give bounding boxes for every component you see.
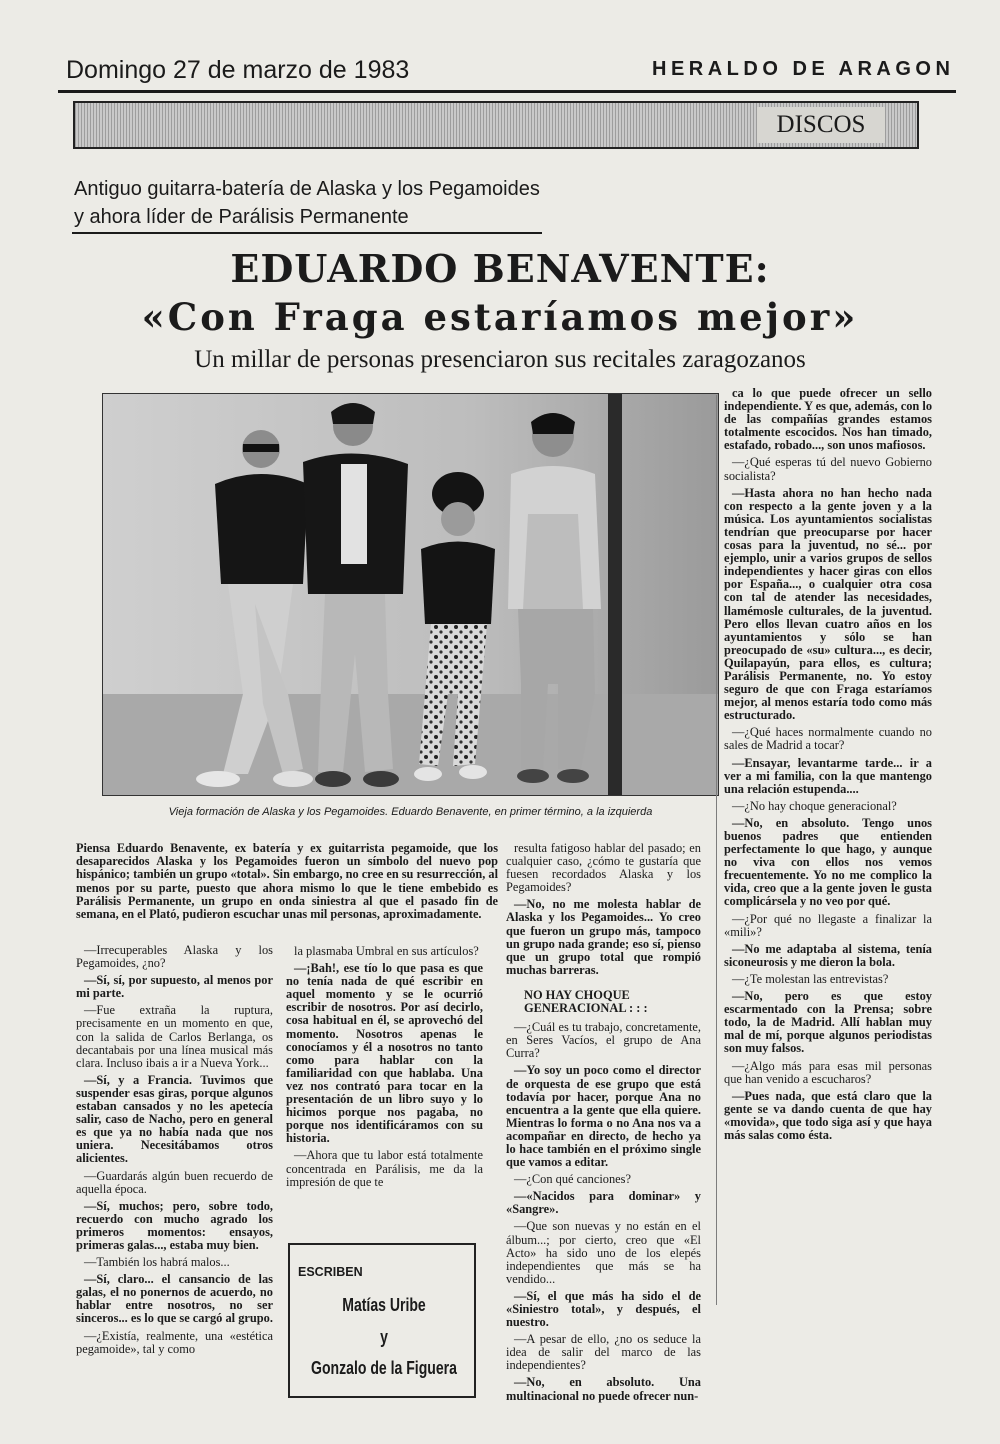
paragraph: —Fue extraña la ruptura, precisamente en un momento en que, con la salida de Carlos Berlanga, os decantabais por una línea musical más clara. Incluso ibais a ir a Nueva York... (76, 1003, 273, 1070)
author-2: Gonzalo de la Figuera (311, 1358, 457, 1378)
paragraph: —¡Bah!, ese tío lo que pasa es que no tenía nada de qué escribir en aquel momento y se le ocurrió escribir de nosotros. Por así decirlo, cosa habitual en él, se aprovechó del momento. Nosotros apenas le conocíamos y él a nosotros no tanto como para hablar con la familiaridad con que hablaba. Una vez nos contrató para tocar en la presentación de un libro suyo y lo hicimos porque nos pagaba, no porque nos identificáramos con su historia. (286, 961, 483, 1146)
byline-conjunction: y (380, 1327, 388, 1347)
paragraph: —No, pero es que estoy escarmentado con la Prensa; sobre todo, la de Madrid. Allí hablan muy mal de mí, porque algunos periodistas son muy falsos. (724, 989, 932, 1056)
paragraph: —Sí, y a Francia. Tuvimos que suspender esas giras, porque algunos estaban cansados y no les apetecía salir, caso de Nacho, pero en general es que ya no había nada que nos uniera. Necesitábamos otros alicientes. (76, 1072, 273, 1166)
paragraph: —¿Por qué no llegaste a finalizar la «mili»? (724, 911, 932, 939)
paragraph: —¿Cuál es tu trabajo, concretamente, en Seres Vacíos, el grupo de Ana Curra? (506, 1020, 701, 1061)
paragraph: ca lo que puede ofrecer un sello independiente. Y es que, además, con lo de las compañías grandes estamos totalmente escocidos. Nos han timado, estafado, robado..., son unos mafiosos. (724, 386, 933, 453)
paragraph: —Sí, sí, por supuesto, al menos por mi parte. (76, 973, 273, 1001)
column-rule (716, 395, 717, 1305)
paragraph: —También los habrá malos... (84, 1255, 230, 1270)
article-column-4 (724, 387, 932, 1146)
section-label: DISCOS (757, 107, 885, 143)
paragraph: —¿Con qué canciones? (514, 1172, 631, 1187)
article-column-1 (76, 944, 273, 1360)
paragraph: —¿Te molestan las entrevistas? (732, 971, 889, 986)
paragraph: —Yo soy un poco como el director de orquesta de ese grupo que está todavía por hacer, porque Ana no encuentra a la gente que ella quiere. Mientras lo forma o no Ana nos va a acompañar en directo, de hecho ya lo hace también en el próximo single que vamos a editar. (506, 1063, 701, 1170)
newspaper-name: HERALDO DE ARAGON (652, 58, 955, 80)
kicker-line-1: Antiguo guitarra-batería de Alaska y los Pegamoides (74, 178, 540, 200)
paragraph: —No, en absoluto. Una multinacional no puede ofrecer nun- (506, 1375, 701, 1403)
paragraph: —«Nacidos para dominar» y «Sangre». (506, 1189, 701, 1217)
subheadline: Un millar de personas presenciaron sus recitales zaragozanos (194, 346, 806, 373)
paragraph: —¿Qué esperas tú del nuevo Gobierno socialista? (724, 455, 932, 483)
column-3-top (506, 842, 701, 977)
article-intro: Piensa Eduardo Benavente, ex batería y ex guitarrista pegamoide, que los desaparecidos Alaska y los Pegamoides fueron un símbolo del nuevo pop hispánico; también un grupo «total». Sin embargo, no cree en su resurrección, al menos por su parte, puesto que ahora mismo lo que le tiene embebido es Parálisis Permanente, un grupo en onda siniestra al que el pasado fin de semana, en el Plató, pudieron escuchar unas mil personas, aproximadamente. (76, 841, 498, 922)
column-3-bottom (506, 1021, 701, 1403)
paragraph: —No, no me molesta hablar de Alaska y los Pegamoides... Yo creo que fueron un grupo más, tampoco un grupo nada grande; eso sí, pienso que un grupo total que rompió muchas barreras. (506, 897, 701, 977)
paragraph: —Guardarás algún buen recuerdo de aquella época. (76, 1168, 273, 1196)
photo-caption: Vieja formación de Alaska y los Pegamoides. Eduardo Benavente, en primer término, a la izquierda (168, 806, 653, 818)
paragraph: —Ensayar, levantarme tarde... ir a ver a mi familia, con la que mantengo una relación estupenda.... (724, 755, 932, 796)
paragraph: —¿Algo más para esas mil personas que han venido a escucharos? (724, 1058, 932, 1086)
paragraph: —No, en absoluto. Tengo unos buenos padres que entienden perfectamente lo que hago, y aunque no viva con ellos nos vemos frecuentemente. Yo no me complico la vida, creo que a la gente joven le gusta complicársela y no veo por qué. (724, 815, 932, 909)
paragraph: —Sí, el que más ha sido el de «Siniestro total», y después, el nuestro. (506, 1288, 701, 1330)
byline-box (288, 1243, 476, 1398)
paragraph: —Sí, claro... el cansancio de las galas, el no ponernos de acuerdo, no hablar entre nosotros, no ser sinceros... es lo que se cargó al grupo. (76, 1272, 273, 1326)
paragraph: resulta fatigoso hablar del pasado; en cualquier caso, ¿cómo te gustaría que fuesen recordados Alaska y los Pegamoides? (506, 841, 701, 895)
headline-line-1: EDUARDO BENAVENTE: (230, 246, 770, 291)
kicker-line-2: y ahora líder de Parálisis Permanente (74, 206, 409, 228)
section-subtitle: NO HAY CHOQUE GENERACIONAL : : : (524, 987, 648, 1016)
paragraph: —Irrecuperables Alaska y los Pegamoides, ¿no? (76, 943, 273, 971)
paragraph: —Ahora que tu labor está totalmente concentrada en Parálisis, me da la impresión de que te (286, 1148, 483, 1189)
paragraph: —A pesar de ello, ¿no os seduce la idea de salir del marco de las independientes? (506, 1332, 701, 1373)
band-photo-illustration (103, 394, 719, 796)
article-column-2 (286, 945, 483, 1193)
paragraph: —Que son nuevas y no están en el álbum...; por cierto, creo que «El Acto» ha sido uno de los elepés independientes que más se ha vendido... (506, 1219, 701, 1286)
article-column-3 (506, 842, 701, 1407)
paragraph: —¿No hay choque generacional? (732, 798, 897, 813)
kicker-underline (72, 232, 542, 234)
kicker (74, 175, 554, 231)
paragraph: —Pues nada, que está claro que la gente se va dando cuenta de que hay «movida», que todo siga así y que haya más salas como ésta. (724, 1088, 932, 1142)
issue-date: Domingo 27 de marzo de 1983 (66, 56, 410, 84)
byline-label: ESCRIBEN (298, 1265, 363, 1279)
header-rule (58, 90, 956, 93)
paragraph: —No me adaptaba al sistema, tenía siconeurosis y me dieron la bola. (724, 941, 932, 969)
paragraph: —Sí, muchos; pero, sobre todo, recuerdo con mucho agrado los primeros momentos: ensayos, primeras galas..., estaba muy bien. (76, 1198, 273, 1252)
paragraph: —¿Qué haces normalmente cuando no sales de Madrid a tocar? (724, 725, 932, 753)
paragraph: —¿Existía, realmente, una «estética pegamoide», tal y como (76, 1328, 273, 1356)
paragraph: —Hasta ahora no han hecho nada con respecto a la gente joven y a la música. Los ayuntamientos socialistas tendrían que preocuparse por hacer cosas para la juventud, no sé... por ejemplo, unir a varios grupos de sellos independientes y hacer giras con ellos por España..., o cualquier otra cosa con tal de atender las necesidades, llamémosle culturales, de la juventud. Pero ellos llevan cuatro años en los ayuntamientos y sólo se han preocupado de «su» cultura..., es decir, Quilapayún, para ellos, es cultura; Parálisis Permanente, no. Yo estoy seguro de que con Fraga estaríamos mejor, al menos estaría todo como más estructurado. (724, 485, 932, 723)
band-photo (102, 393, 719, 796)
paragraph: la plasmaba Umbral en sus artículos? (294, 944, 479, 958)
author-1: Matías Uribe (342, 1295, 426, 1315)
headline-line-2: «Con Fraga estaríamos mejor» (141, 295, 859, 339)
